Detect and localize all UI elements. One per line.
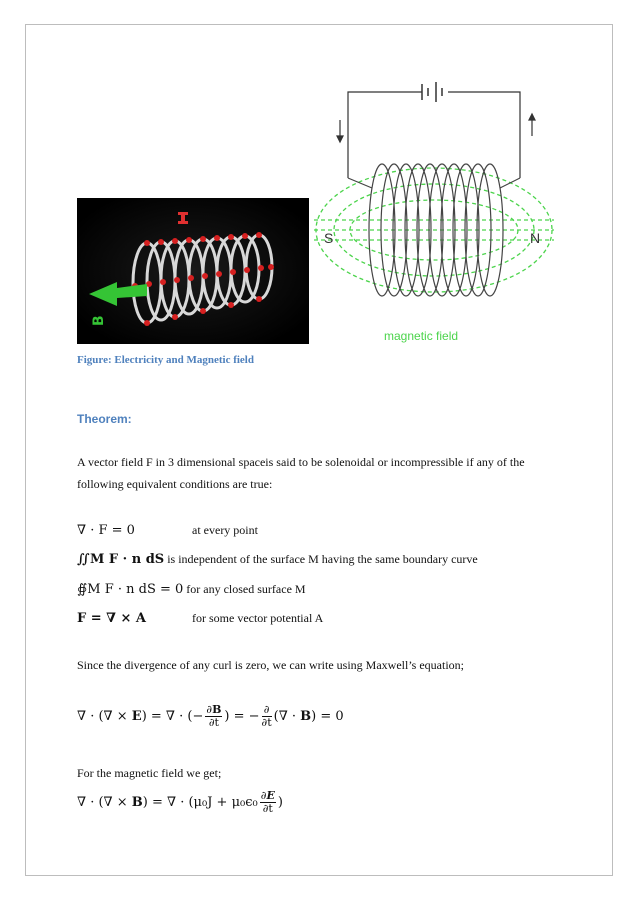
condition-divergence xyxy=(77,523,557,538)
condition-expr-4: F = ∇ × A xyxy=(77,611,146,626)
coil-render-svg xyxy=(77,198,309,344)
equation-div-curl-b: ∇ · (∇ × B) = ∇ · (μ₀J + μ₀ϵ₀ $\frac{\partial E}{\partial t}$ ) xyxy=(77,789,283,815)
magnetic-intro: For the magnetic field we get; xyxy=(77,766,222,780)
condition-text-3: for any closed surface M xyxy=(186,582,306,596)
condition-closed-surface xyxy=(77,582,306,597)
condition-text-1: at every point xyxy=(192,523,258,537)
solenoid-diagram-svg xyxy=(310,78,565,346)
theorem-heading: Theorem: xyxy=(77,412,132,426)
equation-div-curl-e: ∇ · (∇ × E) = ∇ · (− $\frac{\partial B}{\partial t}$ ) = − $\frac{\partial}{\partial t}$ (∇ · B) = 0 xyxy=(77,703,344,729)
condition-surface-integral xyxy=(77,552,478,567)
condition-text-4: for some vector potential A xyxy=(192,611,324,625)
condition-text-2: is independent of the surface M having the same boundary curve xyxy=(167,552,478,566)
field-label-b: B xyxy=(91,315,107,326)
pole-north-label: N xyxy=(530,230,541,246)
battery-icon xyxy=(422,82,442,102)
theorem-intro-line1: A vector field F in 3 dimensional spaceis said to be solenoidal or incompressible if any of the xyxy=(77,455,525,469)
figure-caption: Figure: Electricity and Magnetic field xyxy=(77,354,254,366)
coil-render-image xyxy=(77,198,309,344)
condition-vector-potential xyxy=(77,611,557,626)
condition-expr-2: ∬M F · n dS xyxy=(77,552,165,567)
solenoid-diagram xyxy=(310,78,565,346)
condition-expr-1: ∇ · F = 0 xyxy=(77,523,135,538)
maxwell-intro: Since the divergence of any curl is zero, we can write using Maxwell’s equation; xyxy=(77,658,464,672)
theorem-intro-line2: following equivalent conditions are true: xyxy=(77,477,273,491)
condition-expr-3: ∯M F · n dS = 0 xyxy=(77,582,184,597)
theorem-intro xyxy=(77,451,567,495)
magnetic-field-label: magnetic field xyxy=(384,329,459,343)
pole-south-label: S xyxy=(324,230,334,246)
